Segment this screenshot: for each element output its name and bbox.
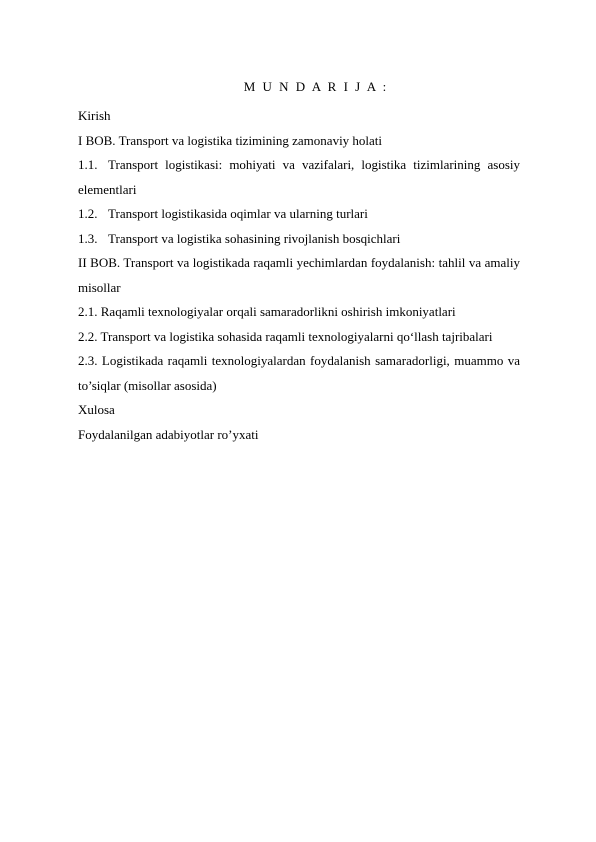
toc-entry-text: Transport logistikasida oqimlar va ularning turlari <box>108 206 368 221</box>
toc-entry-section-1-2 <box>78 202 520 227</box>
toc-entry-section-2-2 <box>78 325 520 350</box>
toc-entry-section-1-3 <box>78 227 520 252</box>
toc-entry-text: 2.1. Raqamli texnologiyalar orqali samaradorlikni oshirish imkoniyatlari <box>78 304 456 319</box>
toc-entry-section-2-3 <box>78 349 520 398</box>
toc-entry-chapter-1 <box>78 129 520 154</box>
toc-entry-references <box>78 423 520 448</box>
toc-entry-number: 1.1. <box>78 157 98 172</box>
toc-entry-text: Kirish <box>78 108 111 123</box>
toc-title: M U N D A R I J A : <box>243 79 389 94</box>
toc-entry-conclusion <box>78 398 520 423</box>
toc-entry-text: Transport logistikasi: mohiyati va vazifalari, logistika tizimlarining asosiy elementlari <box>78 157 520 197</box>
toc-entry-section-2-1 <box>78 300 520 325</box>
toc-entry-text: Xulosa <box>78 402 115 417</box>
toc-entry-number: 1.2. <box>78 206 98 221</box>
toc-entry-text: 2.3. Logistikada raqamli texnologiyalardan foydalanish samaradorligi, muammo va to’siqlar (misollar asosida) <box>78 353 520 393</box>
toc-entry-text: 2.2. Transport va logistika sohasida raqamli texnologiyalarni qo‘llash tajribalari <box>78 328 493 344</box>
toc-entry-text: Transport va logistika sohasining rivojlanish bosqichlari <box>108 230 401 246</box>
toc-entry-section-1-1 <box>78 153 520 202</box>
toc-entry-introduction <box>78 104 520 129</box>
toc-entry-number: 1.3. <box>78 230 98 246</box>
toc-entry-text: Foydalanilgan adabiyotlar ro’yxati <box>78 426 259 442</box>
table-of-contents <box>78 104 520 447</box>
toc-entry-chapter-2 <box>78 251 520 300</box>
toc-entry-text: II BOB. Transport va logistikada raqamli yechimlardan foydalanish: tahlil va amaliy misollar <box>78 255 520 295</box>
toc-entry-text: I BOB. Transport va logistika tizimining zamonaviy holati <box>78 132 383 148</box>
